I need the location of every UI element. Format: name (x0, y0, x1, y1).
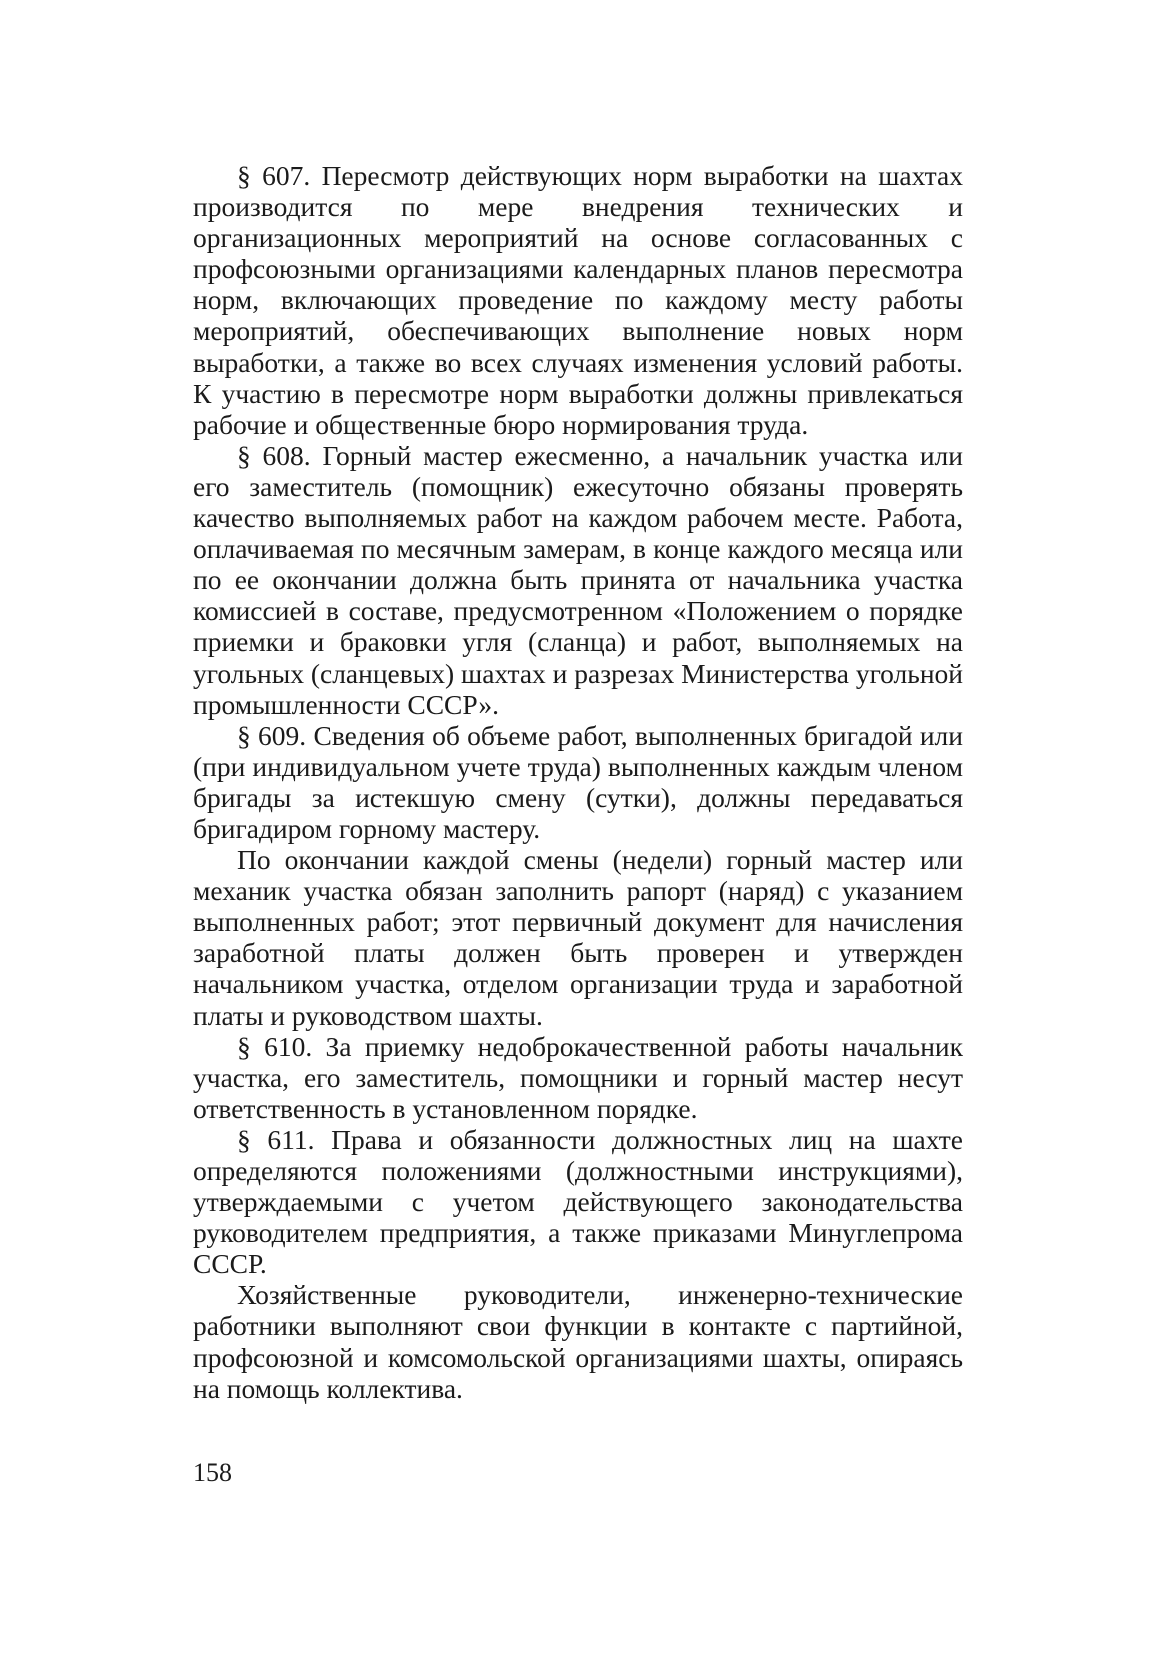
paragraph-610: § 610. За приемку недоброкачественной работы начальник участка, его заместитель, помощники и горный мастер несут ответственность в установленном порядке. (193, 1030, 963, 1124)
page-number: 158 (193, 1458, 232, 1487)
page-body (193, 160, 963, 1404)
paragraph-closing: Хозяйственные руководители, инженерно-технические работники выполняют свои функции в контакте с партийной, профсоюзной и комсомольской организациями шахты, опираясь на помощь коллектива. (193, 1279, 963, 1404)
paragraph-611: § 611. Права и обязанности должностных лиц на шахте определяются положениями (должностными инструкциями), утверждаемыми с учетом действующего законодательства руководителем предприятия, а также приказами Минуглепрома СССР. (193, 1123, 963, 1280)
paragraph-607: § 607. Пересмотр действующих норм выработки на шахтах производится по мере внедрения технических и организационных мероприятий на основе согласованных с профсоюзными организациями календарных планов пересмотра норм, включающих проведение по каждому месту работы мероприятий, обеспечивающих выполнение новых норм выработки, а также во всех случаях изменения условий работы. К участию в пересмотре норм выработки должны привлекаться рабочие и общественные бюро нормирования труда. (193, 160, 963, 440)
paragraph-609-report: По окончании каждой смены (недели) горный мастер или механик участка обязан заполнить рапорт (наряд) с указанием выполненных работ; этот первичный документ для начисления заработной платы должен быть проверен и утвержден начальником участка, отделом организации труда и заработной платы и руководством шахты. (193, 844, 963, 1031)
paragraph-609: § 609. Сведения об объеме работ, выполненных бригадой или (при индивидуальном учете труда) выполненных каждым членом бригады за истекшую смену (сутки), должны передаваться бригадиром горному мастеру. (193, 719, 963, 844)
paragraph-608: § 608. Горный мастер ежесменно, а начальник участка или его заместитель (помощник) ежесуточно обязаны проверять качество выполняемых работ на каждом рабочем месте. Работа, оплачиваемая по месячным замерам, в конце каждого месяца или по ее окончании должна быть принята от начальника участка комиссией в составе, предусмотренном «Положением о порядке приемки и браковки угля (сланца) и работ, выполняемых на угольных (сланцевых) шахтах и разрезах Министерства угольной промышленности СССР». (193, 439, 963, 720)
